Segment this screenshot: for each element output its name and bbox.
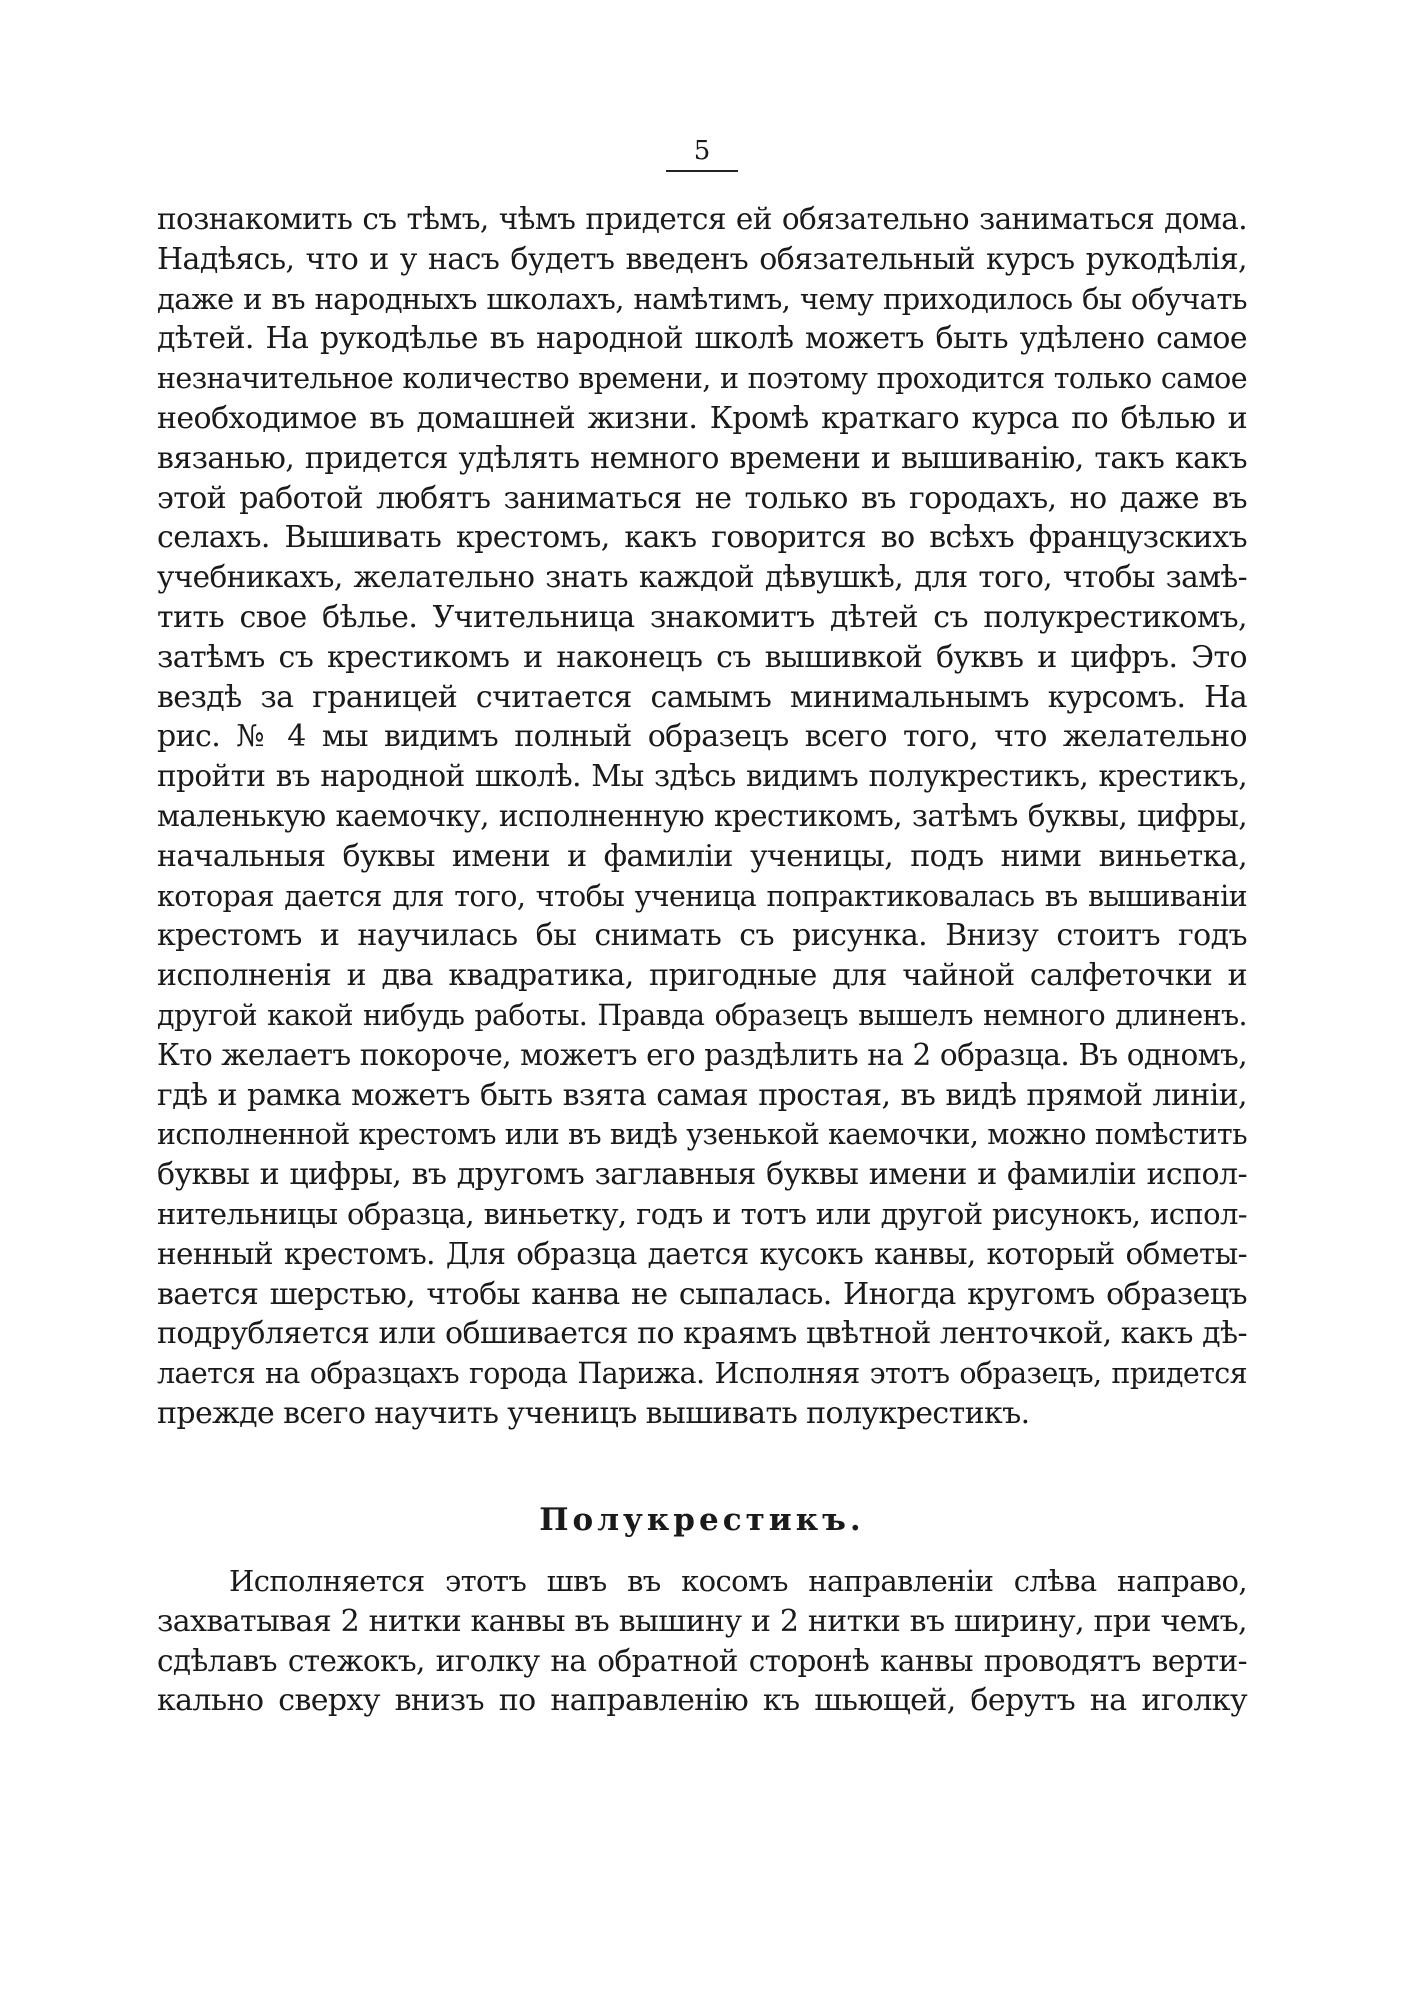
text-line: маленькую каемочку, исполненную крестикомъ, затѣмъ буквы, цифры, [157, 798, 1247, 833]
text-line: исполненія и два квадратика, пригодные для чайной салфеточки и [157, 958, 1247, 994]
text-line: прежде всего научить ученицъ вышивать полукрестикъ. [157, 1395, 1030, 1431]
text-line: вездѣ за границей считается самымъ минимальнымъ курсомъ. На [157, 679, 1247, 715]
text-line: гдѣ и рамка можетъ быть взята самая простая, въ видѣ прямой линіи, [157, 1077, 1247, 1113]
text-line: необходимое въ домашней жизни. Кромѣ краткаго курса по бѣлью и [157, 400, 1247, 436]
text-line: познакомить съ тѣмъ, чѣмъ придется ей обязательно заниматься дома. [157, 202, 1247, 236]
text-line: подрубляется или обшивается по краямъ цвѣтной ленточкой, какъ дѣ- [157, 1316, 1247, 1352]
text-line: лается на образцахъ города Парижа. Исполняя этотъ образецъ, придется [157, 1357, 1247, 1391]
text-line: этой работой любятъ заниматься не только въ городахъ, но даже въ [157, 480, 1247, 516]
text-line: тить свое бѣлье. Учительница знакомитъ дѣтей съ полукрестикомъ, [157, 599, 1247, 635]
text-line: другой какой нибудь работы. Правда образецъ вышелъ немного длиненъ. [157, 998, 1247, 1032]
text-line: нительницы образца, виньетку, годъ и тотъ или другой рисунокъ, испол- [157, 1196, 1247, 1231]
text-line: даже и въ народныхъ школахъ, намѣтимъ, чему приходилось бы обучать [157, 281, 1247, 316]
text-line: дѣтей. На рукодѣлье въ народной школѣ можетъ быть удѣлено самое [157, 321, 1247, 357]
text-line: Исполняется этотъ швъ въ косомъ направленіи слѣва направо, [229, 1564, 1247, 1598]
text-line: начальныя буквы имени и фамиліи ученицы, подъ ними виньетка, [157, 838, 1247, 874]
text-line: вязанью, придется удѣлять немного времени и вышиванію, такъ какъ [157, 440, 1247, 476]
text-line: пройти въ народной школѣ. Мы здѣсь видимъ полукрестикъ, крестикъ, [157, 759, 1247, 794]
text-line: учебникахъ, желательно знать каждой дѣвушкѣ, для того, чтобы замѣ- [157, 560, 1247, 595]
text-line: вается шерстью, чтобы канва не сыпалась. Иногда кругомъ образецъ [157, 1276, 1247, 1312]
page-header [0, 136, 1404, 172]
text-line: захватывая 2 нитки канвы въ вышину и 2 нитки въ ширину, при чемъ, [157, 1603, 1247, 1639]
text-line: кально сверху внизъ по направленію къ шьющей, берутъ на иголку [157, 1683, 1247, 1719]
text-line: сдѣлавъ стежокъ, иголку на обратной сторонѣ канвы проводятъ верти- [157, 1643, 1247, 1678]
section-title: Полукрестикъ. [539, 1502, 865, 1538]
text-line: ненный крестомъ. Для образца дается кусокъ канвы, который обметы- [157, 1236, 1247, 1271]
text-line: селахъ. Вышивать крестомъ, какъ говорится во всѣхъ французскихъ [157, 520, 1247, 556]
text-line: рис. № 4 мы видимъ полный образецъ всего того, что желательно [157, 719, 1247, 755]
text-line: незначительное количество времени, и поэтому проходится только самое [157, 362, 1247, 396]
text-line: буквы и цифры, въ другомъ заглавныя буквы имени и фамиліи испол- [157, 1157, 1247, 1193]
text-line: Надѣясь, что и у насъ будетъ введенъ обязательный курсъ рукодѣлія, [157, 241, 1247, 277]
main-paragraph [157, 200, 1247, 1434]
text-line: Кто желаетъ покороче, можетъ его раздѣлить на 2 образца. Въ одномъ, [157, 1037, 1247, 1072]
page-number: 5 [666, 136, 739, 172]
text-line: которая дается для того, чтобы ученица попрактиковалась въ вышиваніи [157, 879, 1247, 913]
text-line: затѣмъ съ крестикомъ и наконецъ съ вышивкой буквъ и цифръ. Это [157, 639, 1247, 675]
text-line: исполненной крестомъ или въ видѣ узенькой каемочки, можно помѣстить [157, 1118, 1247, 1152]
text-line: крестомъ и научилась бы снимать съ рисунка. Внизу стоитъ годъ [157, 918, 1247, 954]
section-paragraph [157, 1562, 1247, 1721]
